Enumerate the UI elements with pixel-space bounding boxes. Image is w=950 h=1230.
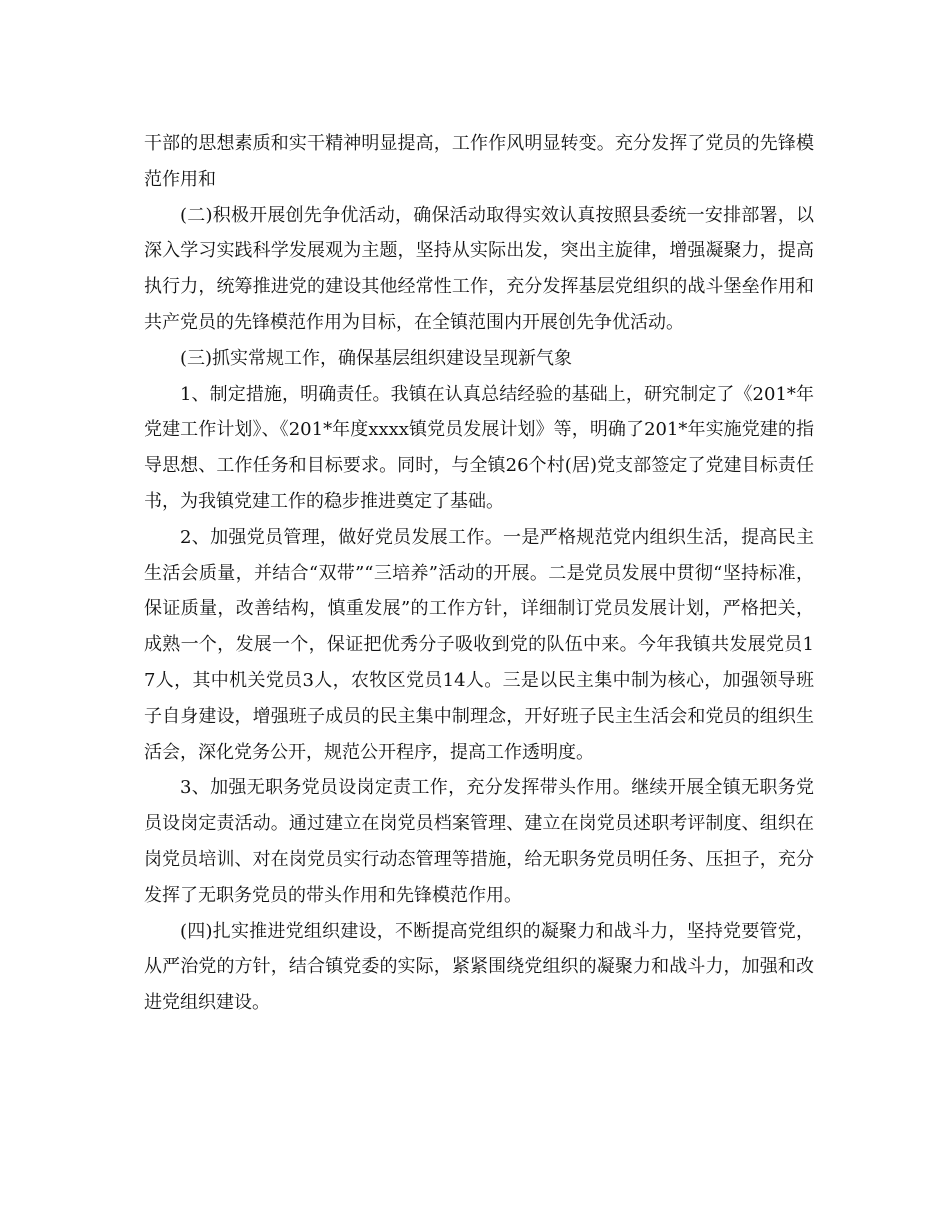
paragraph-item-one: 1、制定措施，明确责任。我镇在认真总结经验的基础上，研究制定了《201*年党建工作计划》、《201*年度xxxx镇党员发展计划》等，明确了201*年实施党建的指导思想、工作任务和目标要求。同时，与全镇26个村(居)党支部签定了党建目标责任书，为我镇党建工作的稳步推进奠定了基础。 bbox=[144, 383, 814, 512]
paragraph-item-three: 3、加强无职务党员设岗定责工作，充分发挥带头作用。继续开展全镇无职务党员设岗定责活动。通过建立在岗党员档案管理、建立在岗党员述职考评制度、组织在岗党员培训、对在岗党员实行动态管理等措施，给无职务党员明任务、压担子，充分发挥了无职务党员的带头作用和先锋模范作用。 bbox=[144, 777, 814, 906]
paragraph-section-two: (二)积极开展创先争优活动，确保活动取得实效认真按照县委统一安排部署，以深入学习实践科学发展观为主题，坚持从实际出发，突出主旋律，增强凝聚力，提高执行力，统筹推进党的建设其他经常性工作，充分发挥基层党组织的战斗堡垒作用和共产党员的先锋模范作用为目标，在全镇范围内开展创先争优活动。 bbox=[144, 204, 814, 333]
document-body bbox=[144, 126, 814, 1021]
paragraph-item-two: 2、加强党员管理，做好党员发展工作。一是严格规范党内组织生活，提高民主生活会质量，并结合“双带”“三培养”活动的开展。二是党员发展中贯彻“坚持标准，保证质量，改善结构，慎重发展”的工作方针，详细制订党员发展计划，严格把关，成熟一个，发展一个，保证把优秀分子吸收到党的队伍中来。今年我镇共发展党员17人，其中机关党员3人，农牧区党员14人。三是以民主集中制为核心，加强领导班子自身建设，增强班子成员的民主集中制理念，开好班子民主生活会和党员的组织生活会，深化党务公开，规范公开程序，提高工作透明度。 bbox=[144, 526, 814, 763]
paragraph-continuation: 干部的思想素质和实干精神明显提高，工作作风明显转变。充分发挥了党员的先锋模范作用和 bbox=[144, 133, 814, 190]
paragraph-section-four: (四)扎实推进党组织建设，不断提高党组织的凝聚力和战斗力，坚持党要管党，从严治党的方针，结合镇党委的实际，紧紧围绕党组织的凝聚力和战斗力，加强和改进党组织建设。 bbox=[144, 920, 814, 1014]
paragraph-section-three-heading: (三)抓实常规工作，确保基层组织建设呈现新气象 bbox=[180, 347, 573, 369]
